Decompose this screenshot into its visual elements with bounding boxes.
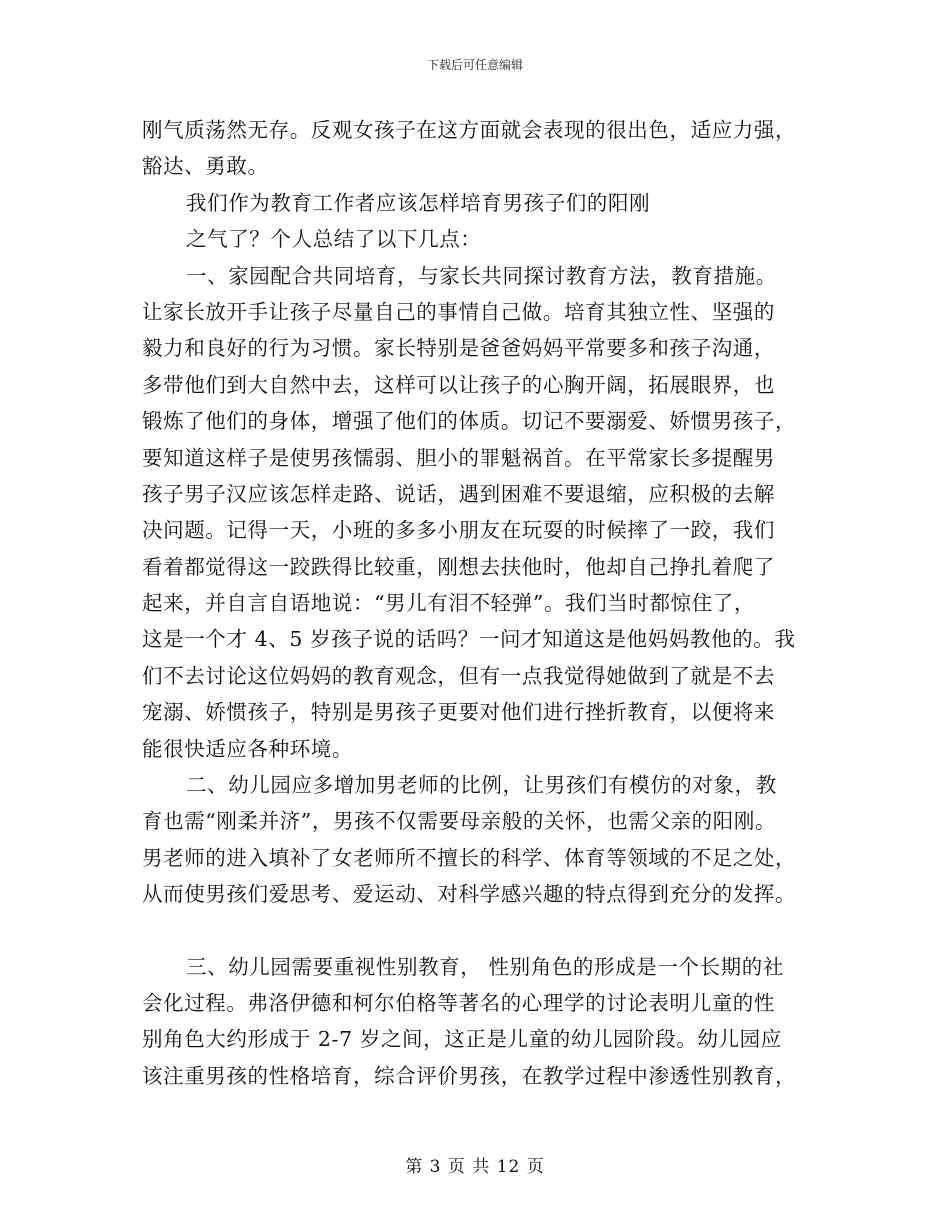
text-line: 决问题。记得一天，小班的多多小朋友在玩耍的时候摔了一跤，我们 bbox=[142, 518, 775, 543]
text-line: 这是一个才 4、5 岁孩子说的话吗？一问才知道这是他妈妈教他的。我 bbox=[142, 627, 796, 652]
page-header: 下载后可任意编辑 bbox=[426, 58, 523, 72]
text-line: 看着都觉得这一跤跌得比较重，刚想去扶他时，他却自己挣扎着爬了 bbox=[142, 554, 775, 579]
text-line: 宠溺、娇惯孩子，特别是男孩子更要对他们进行挫折教育，以便将来 bbox=[142, 700, 775, 725]
text-line: 孩子男子汉应该怎样走路、说话，遇到困难不要退缩，应积极的去解 bbox=[142, 481, 775, 506]
text-line: 锻炼了他们的身体，增强了他们的体质。切记不要溺爱、娇惯男孩子， bbox=[142, 409, 797, 434]
text-line: 从而使男孩们爱思考、爱运动、对科学感兴趣的特点得到充分的发挥。 bbox=[142, 882, 797, 907]
text-line: 我们作为教育工作者应该怎样培育男孩子们的阳刚 bbox=[186, 190, 651, 215]
text-line: 让家长放开手让孩子尽量自己的事情自己做。培育其独立性、坚强的 bbox=[142, 299, 775, 324]
text-line: 刚气质荡然无存。反观女孩子在这方面就会表现的很出色，适应力强， bbox=[142, 118, 797, 142]
text-line: 别角色大约形成于 2-7 岁之间，这正是儿童的幼儿园阶段。幼儿园应 bbox=[142, 1027, 782, 1052]
text-line: 二、幼儿园应多增加男老师的比例，让男孩们有模仿的对象，教 bbox=[186, 773, 777, 798]
text-line: 男老师的进入填补了女老师所不擅长的科学、体育等领域的不足之处， bbox=[142, 845, 797, 870]
text-line: 要知道这样子是使男孩懦弱、胆小的罪魁祸首。在平常家长多提醒男 bbox=[142, 445, 775, 470]
text-line: 们不去讨论这位妈妈的教育观念，但有一点我觉得她做到了就是不去 bbox=[142, 663, 775, 688]
text-line: 一、家园配合共同培育，与家长共同探讨教育方法，教育措施。 bbox=[186, 263, 777, 288]
text-line: 能很快适应各种环境。 bbox=[142, 736, 353, 761]
text-line: 起来，并自言自语地说：“男儿有泪不轻弹”。我们当时都惊住了， bbox=[142, 591, 755, 616]
text-line: 三、幼儿园需要重视性别教育， 性别角色的形成是一个长期的社 bbox=[186, 954, 784, 979]
text-line: 该注重男孩的性格培育，综合评价男孩，在教学过程中渗透性别教育， bbox=[142, 1063, 797, 1088]
text-line: 多带他们到大自然中去，这样可以让孩子的心胸开阔，拓展眼界，也 bbox=[142, 372, 775, 397]
text-line: 育也需“刚柔并济”，男孩不仅需要母亲般的关怀，也需父亲的阳刚。 bbox=[142, 809, 777, 834]
text-line: 毅力和良好的行为习惯。家长特别是爸爸妈妈平常要多和孩子沟通， bbox=[142, 336, 775, 361]
document-body bbox=[142, 112, 822, 1094]
text-line: 豁达、勇敢。 bbox=[142, 154, 269, 179]
text-line: 之气了？个人总结了以下几点： bbox=[186, 227, 482, 252]
paragraph-gap bbox=[142, 913, 822, 949]
text-line: 会化过程。弗洛伊德和柯尔伯格等著名的心理学的讨论表明儿童的性 bbox=[142, 990, 775, 1015]
page-footer: 第 3 页 共 12 页 bbox=[405, 1157, 545, 1177]
